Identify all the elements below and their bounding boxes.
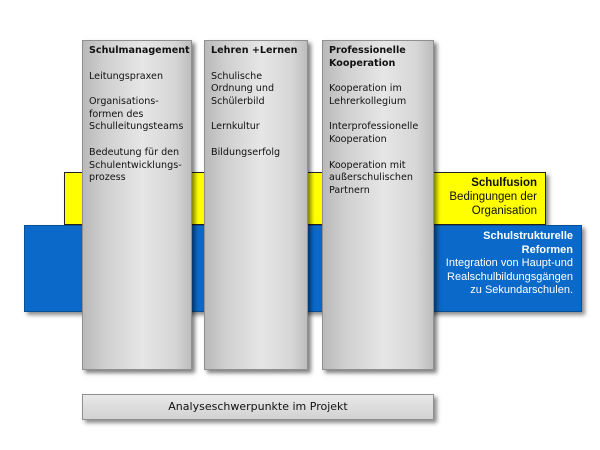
column-title: Schulmanagement — [89, 45, 190, 56]
column-item: Organisations- formen des Schulleitungsteams — [89, 96, 184, 133]
reformen-title: Schulstrukturelle Reformen — [483, 230, 573, 256]
column-schulmanagement — [82, 40, 192, 370]
column-lehren-lernen — [204, 40, 308, 370]
footer-caption-box — [82, 394, 434, 420]
column-item: Lernkultur — [211, 121, 260, 133]
column-item: Schulische Ordnung und Schülerbild — [211, 70, 275, 107]
column-item: Interprofessionelle Kooperation — [329, 121, 419, 145]
column-title: Professionelle Kooperation — [329, 45, 406, 69]
schulfusion-label — [449, 176, 537, 218]
footer-caption: Analyseschwerpunkte im Projekt — [168, 400, 348, 413]
schulfusion-subtitle: Bedingungen der Organisation — [449, 191, 537, 217]
column-professionelle-kooperation — [322, 40, 434, 370]
column-item: Kooperation im Lehrerkollegium — [329, 83, 407, 107]
column-item: Leitungspraxen — [89, 70, 164, 82]
column-item: Bedeutung für den Schulentwicklungs- prozess — [89, 146, 182, 184]
column-title: Lehren +Lernen — [211, 45, 298, 56]
reformen-subtitle: Integration von Haupt-und Realschulbildungsgängen zu Sekundarschulen. — [445, 257, 573, 296]
column-item: Kooperation mit außerschulischen Partnern — [329, 159, 413, 196]
column-item: Bildungserfolg — [211, 146, 281, 158]
reformen-label — [446, 230, 573, 298]
schulfusion-title: Schulfusion — [471, 177, 537, 189]
